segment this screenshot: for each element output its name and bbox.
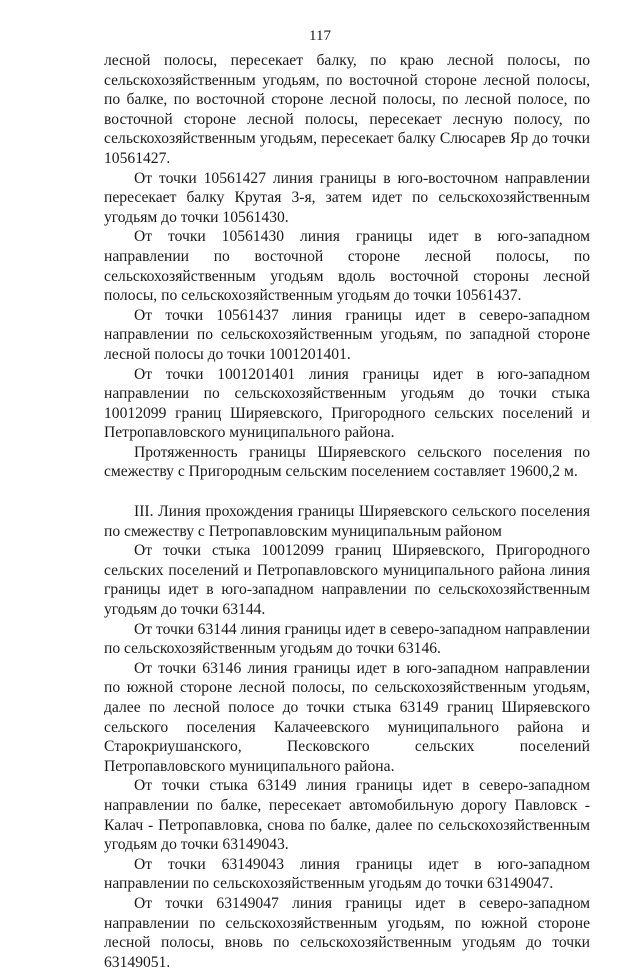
paragraph: Протяженность границы Ширяевского сельского поселения по смежеству с Пригородным сельским поселением составляет 19600,2 м. — [104, 443, 590, 481]
section-heading: III. Линия прохождения границы Ширяевского сельского поселения по смежеству с Петропавловским муниципальным районом — [104, 503, 590, 540]
body-text — [104, 51, 590, 972]
page-number: 117 — [309, 28, 331, 44]
paragraph: От точки 63149047 линия границы идет в северо-западном направлении по сельскохозяйственным угодьям, по южной стороне лесной полосы, вновь по сельскохозяйственным угодьям до точки 63149051. — [104, 894, 590, 971]
paragraph: От точки стыка 10012099 границ Ширяевского, Пригородного сельских поселений и Петропавловского муниципального района линия границы идет в юго-западном направлении по сельскохозяйственным угодьям до точки 63144. — [104, 542, 590, 619]
paragraph: От точки 63144 линия границы идет в северо-западном направлении по сельскохозяйственным угодьям до точки 63146. — [104, 620, 590, 658]
paragraph: От точки 10561437 линия границы идет в северо-западном направлении по сельскохозяйственным угодьям, по западной стороне лесной полосы до точки 1001201401. — [104, 306, 590, 363]
paragraph: От точки 10561430 линия границы идет в юго-западном направлении по восточной стороне лесной полосы, по сельскохозяйственным угодьям вдоль восточной стороны лесной полосы, по сельскохозяйственным угодьям до точки 10561437. — [104, 228, 590, 305]
paragraph: От точки стыка 63149 линия границы идет в северо-западном направлении по балке, пересекает автомобильную дорогу Павловск - Калач - Петропавловка, снова по балке, далее по сельскохозяйственным угодьям до точки 63149043. — [104, 777, 590, 854]
paragraph: От точки 10561427 линия границы в юго-восточном направлении пересекает балку Крутая 3-я, затем идет по сельскохозяйственным угодьям до точки 10561430. — [104, 169, 590, 226]
paragraph-continuation: лесной полосы, пересекает балку, по краю лесной полосы, по сельскохозяйственным угодьям, по восточной стороне лесной полосы, по балке, по восточной стороне лесной полосы, по лесной полосе, по восточной стороне лесной полосы, пересекает лесную полосу, по сельскохозяйственным угодьям, пересекает балку Слюсарев Яр до точки 10561427. — [104, 52, 590, 167]
paragraph: От точки 63146 линия границы идет в юго-западном направлении по южной стороне лесной полосы, по сельскохозяйственным угодьям, далее по лесной полосе до точки стыка 63149 границ Ширяевского сельского поселения Калачеевского муниципального района и Старокриушанского, Песковского сельских поселений Петропавловского муниципального района. — [104, 659, 590, 775]
paragraph: От точки 63149043 линия границы идет в юго-западном направлении по сельскохозяйственным угодьям до точки 63149047. — [104, 855, 590, 893]
paragraph: От точки 1001201401 линия границы идет в юго-западном направлении по сельскохозяйственным угодьям до точки стыка 10012099 границ Ширяевского, Пригородного сельских поселений и Петропавловского муниципального района. — [104, 365, 590, 442]
